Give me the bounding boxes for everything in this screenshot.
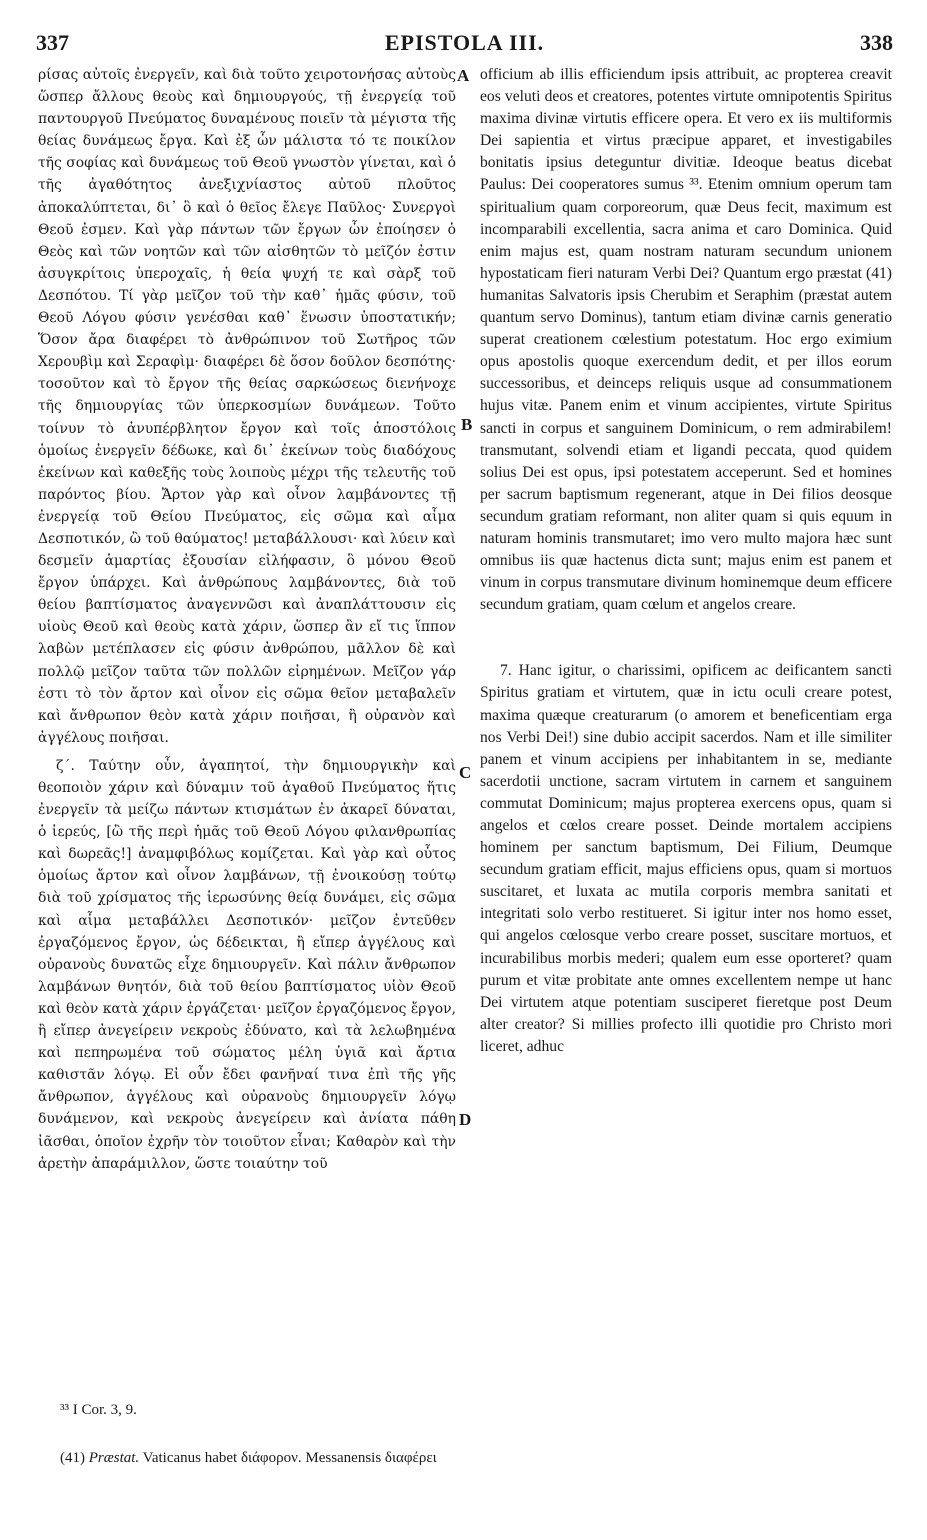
latin-paragraph-1: officium ab illis efficiendum ipsis attribuit, ac propterea creavit eos veluti deos et creatores, potentes virtute omnipotentis Spiritus maxima divinæ virtutis efficere opera. Et vero ex iis multiformis Dei sapientia et virtus præcipue apparet, et investigabiles bonitatis ipsius deteguntur divitiæ. Ideoque beatus dicebat Paulus: Dei cooperatores sumus ³³. Etenim omnium operum tam spiritualium quam corporeorum, quæ Deus fecit, maximum est incomparabili excellentia, sacra anima et caro Dominica. Quid enim majus est, quam nostram naturam secundum unionem hypostaticam fieri naturam Verbi Dei? Quantum ergo præstat (41) humanitas Salvatoris ipsis Cherubim et Seraphim (præstat autem quantum servo Dominus), tantum etiam divinæ carnis generatio superat creationem cœlestium potestatum. Hoc ergo eximium opus apostolis quoque exercendum dedit, et per illos eorum successoribus, et deinceps reliquis usque ad consummationem hujus vitæ. Panem enim et vinum accipientes, virtute Spiritus sancti in corpus et sanguinem Dominicum, o rem admirabilem! transmutant, solvendi etiam et ligandi peccata, quod quidem solius Dei est opus, ipsi potestatem acceperunt. Sed et homines per sacrum baptismum regenerant, atque in Dei filios deosque secundum gratiam reformant, non aliter quam si quis equum in naturam hominis transmutaret; imo vero multo majora hæc sunt omnibus iis quæ hactenus dicta sunt; majus enim est panem et vinum in corpus transmutare divinum hominemque deum efficere secundum gratiam, quam cœlum et angelos creare. — [480, 66, 892, 614]
latin-column — [480, 64, 892, 1058]
margin-marker-a: A — [457, 66, 470, 85]
apparatus-lemma: Præstat. — [88, 1450, 140, 1466]
page-number-left: 337 — [36, 30, 69, 55]
page-number-right: 338 — [860, 30, 893, 55]
greek-paragraph-1: ρίσας αὐτοῖς ἐνεργεῖν, καὶ διὰ τοῦτο χειροτονήσας αὐτοὺς ὥσπερ ἄλλους θεοὺς καὶ δημιουργούς, τῇ ἐνεργείᾳ τοῦ παντουργοῦ Πνεύματος δυναμένους ποιεῖν τὰ μέγιστα τῆς θείας δυνάμεως ἔργα. Καὶ ἐξ ὧν μάλιστα τό τε ποικίλον τῆς σοφίας καὶ δυνάμεως τοῦ Θεοῦ γνωστὸν γίνεται, καὶ ὁ τῆς ἀγαθότητος ἀνεξιχνίαστος αὐτοῦ πλοῦτος ἀποκαλύπτεται, δι᾽ ὃ καὶ ὁ θεῖος ἔλεγε Παῦλος· Συνεργοὶ Θεοῦ ἐσμεν. Καὶ γὰρ πάντων τῶν ἔργων ὧν ἐποίησεν ὁ Θεὸς καὶ τῶν νοητῶν καὶ τῶν αἰσθητῶν τὸ μεῖζόν ἐστιν ἀσυγκρίτοις ὑπεροχαῖς, ἡ θεία ψυχή τε καὶ σὰρξ τοῦ Δεσπότου. Τί γὰρ μεῖζον τοῦ τὴν καθ᾽ ἡμᾶς φύσιν, τοῦ Θεοῦ Λόγου φύσιν γενέσθαι καθ᾽ ἕνωσιν ὑποστατικήν; Ὅσον ἄρα διαφέρει τὸ ἀνθρώπινον τοῦ Σωτῆρος τῶν Χερουβὶμ καὶ Σεραφὶμ· διαφέρει δὲ ὅσον δοῦλον δεσπότης· τοσοῦτον καὶ τὸ ἔργον τῆς θείας σαρκώσεως διενήνοχε τῆς δημιουργίας τῶν ὑπερκοσμίων δυνάμεων. Τοῦτο τοίνυν τὸ ἀνυπέρβλητον ἔργον καὶ τοῖς ἀποστόλοις ὁμοίως ἐνεργεῖν δέδωκε, καὶ δι᾽ ἐκείνων τοὺς διαδόχους ἐκείνων καὶ καθεξῆς τοὺς λοιποὺς μέχρι τῆς τελευτῆς τοῦ παρόντος βίου. Ἄρτον γὰρ καὶ οἶνον λαμβάνοντες τῇ ἐνεργείᾳ τοῦ Θείου Πνεύματος, εἰς σῶμα καὶ αἷμα Δεσποτικόν, ὢ τοῦ θαύματος! μεταβάλλουσι· καὶ λύειν καὶ δεσμεῖν ἁμαρτίας ἐξουσίαν εἰλήφασιν, ὃ μόνου Θεοῦ ἔργον ὑπάρχει. Καὶ ἀνθρώπους λαμβάνοντες, διὰ τοῦ θείου βαπτίσματος ἀναγεννῶσι καὶ ἀναπλάττουσιν εἰς υἱοὺς Θεοῦ καὶ θεοὺς κατὰ χάριν, ὥσπερ ἂν εἴ τις ἵππον λαβὼν μετέπλασεν εἰς φύσιν ἀνθρώπου, μᾶλλον δὲ καὶ πολλῷ μεῖζον ταῦτα τῶν πολλῶν εἰρημένων. Μεῖζον γάρ ἐστι τὸ τὸν ἄρτον καὶ οἶνον εἰς σῶμα θεῖον μεταβαλεῖν καὶ ἄνθρωπον θεὸν κατὰ χάριν ποιῆσαι, ἢ οὐρανὸν καὶ ἀγγέλους ποιῆσαι. — [38, 67, 456, 746]
page-header — [36, 30, 893, 58]
footnote: ³³ I Cor. 3, 9. — [60, 1402, 137, 1418]
latin-paragraph-2: 7. Hanc igitur, o charissimi, opificem ac deificantem sancti Spiritus gratiam et virtutem, quæ in ictu oculi creare potest, maxima quæque creaturarum (o amorem et beneficentiam erga nos Verbi Dei!) sine dubio accipit sacerdos. Nam et ille similiter panem et vinum accipiens per inhabitantem in se, mediante sacerdotii unctione, sacram virtutem in carnem et sanguinem commutat Dominicum; majus propterea exercens opus, quam si angelos et cœlos creare posset. Deinde mortalem accipiens hominem per sanctum baptismum, Dei Filium, Deumque secundum gratiam efficit, majus efficiens opus, quam si mortuos suscitaret, et luxata ac mutila corporis membra sanitati et integritati solo verbo restitueret. Si igitur inter nos homo esset, qui angelos cœlosque verbo creare posset, suscitare mortuos, et incurabilibus morbis mederi; qualem eum esse oporteret? quam purum et vitæ probitate ante omnes excellentem nempe ut hanc Dei virtutem atque potentiam susciperet fieretque post Deum alter creator? Si millies profecto illi quotidie pro Christo mori liceret, adhuc — [480, 662, 892, 1055]
apparatus-text: Vaticanus habet διάφορον. Messanensis διαφέρει — [142, 1450, 437, 1466]
running-title: EPISTOLA III. — [384, 30, 545, 55]
margin-marker-b: B — [461, 415, 473, 434]
critical-apparatus — [60, 1450, 437, 1467]
apparatus-number: (41) — [60, 1450, 85, 1466]
greek-paragraph-2: ζ΄. Ταύτην οὖν, ἀγαπητοί, τὴν δημιουργικὴν καὶ θεοποιὸν χάριν καὶ δύναμιν τοῦ ἀγαθοῦ Πνεύματος ἥτις ἐνεργεῖν τὰ μείζω πάντων κτισμάτων ἐν ἀκαρεῖ δύναται, ὁ ἱερεύς, [ὢ τῆς περὶ ἡμᾶς τοῦ Θεοῦ Λόγου φιλανθρωπίας καὶ δωρεᾶς!] ἀναμφιβόλως κομίζεται. Καὶ γὰρ καὶ οὗτος ὁμοίως ἄρτον καὶ οἶνον λαμβάνων, τῇ ἐνοικούσῃ τούτῳ διὰ τοῦ χρίσματος τῆς ἱερωσύνης θείᾳ δυνάμει, εἰς σῶμα καὶ αἷμα μεταβάλλει Δεσποτικόν· μεῖζον ἐντεῦθεν ἐργαζόμενος ἔργον, ὡς δέδεικται, ἢ εἴπερ ἀγγέλους καὶ οὐρανοὺς δυνατῶς εἶχε δημιουργεῖν. Καὶ πάλιν ἄνθρωπον λαμβάνων θνητόν, διὰ τοῦ θείου βαπτίσματος υἱὸν Θεοῦ καὶ θεὸν κατὰ χάριν ἐργάζεται· μεῖζον ἐργαζόμενος ἔργον, ἢ εἴπερ ἀνεγείρειν νεκροὺς ἐδύνατο, καὶ τὰ λελωβημένα καὶ πεπηρωμένα τοῦ σώματος μέλη ὑγιᾶ καὶ ἄρτια καθιστᾶν λόγῳ. Εἰ οὖν ἔδει φανῆναί τινα ἐπὶ τῆς γῆς ἄνθρωπον, ἀγγέλους καὶ οὐρανοὺς δημιουργεῖν λόγῳ δυνάμενον, καὶ νεκροὺς ἀνεγείρειν καὶ ἀνίατα πάθη ἰᾶσθαι, ὁποῖον ἐχρῆν τὸν τοιοῦτον εἶναι; Καθαρὸν καὶ τὴν ἀρετὴν ἀπαράμιλλον, ὥστε τοιαύτην τοῦ — [38, 757, 456, 1172]
margin-marker-d: D — [459, 1110, 472, 1129]
margin-marker-c: C — [459, 763, 472, 782]
greek-column — [38, 64, 456, 1175]
